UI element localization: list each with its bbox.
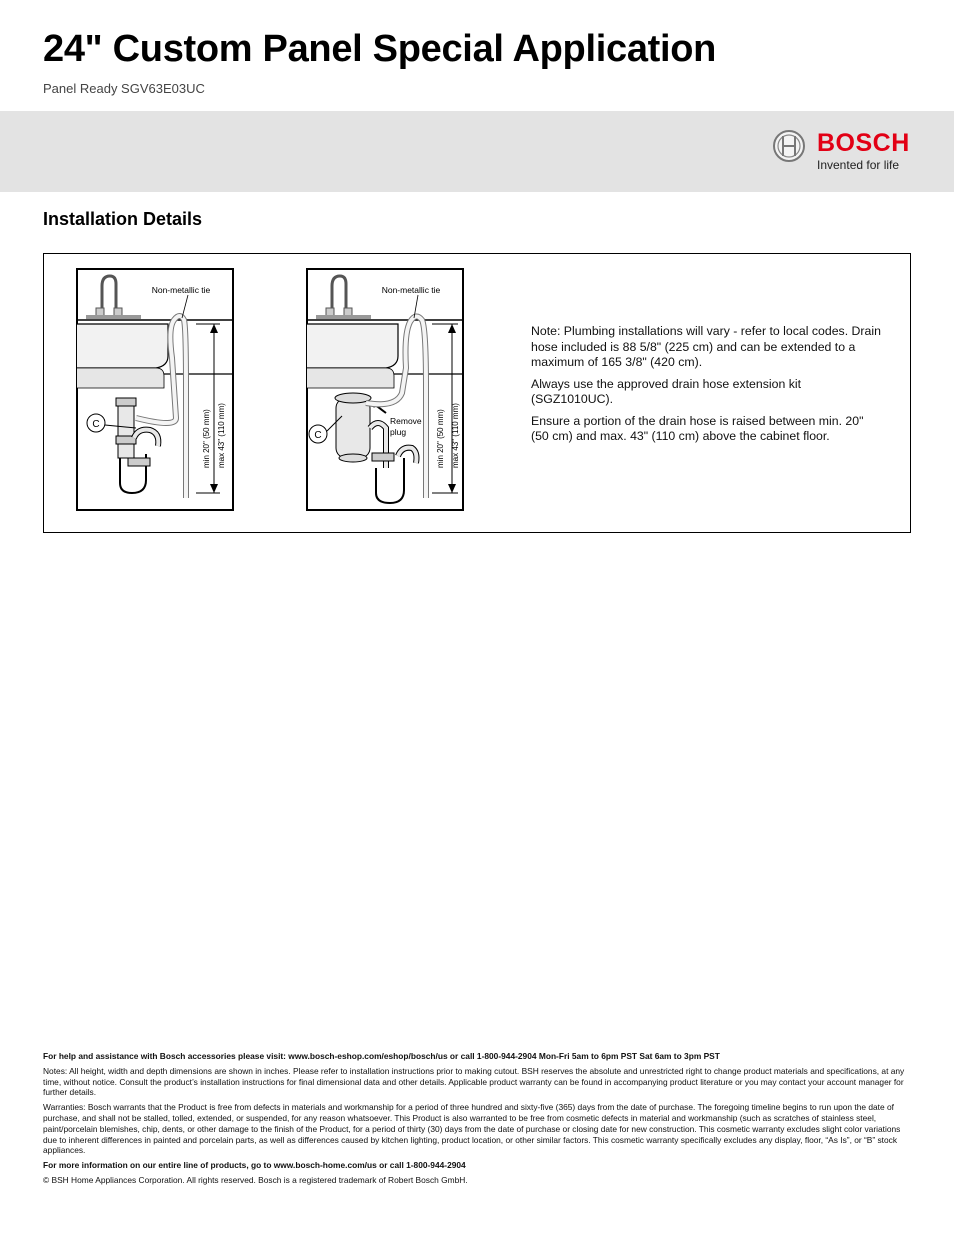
header-band: [0, 111, 954, 192]
non-metallic-tie-label: Non-metallic tie: [381, 285, 441, 295]
drain-diagram-standard: [76, 268, 234, 511]
installation-notes: [531, 324, 881, 451]
min-height-label: min 20" (50 mm): [202, 409, 211, 468]
brand-name: BOSCH: [817, 129, 910, 157]
note-extension-kit: Always use the approved drain hose extension kit (SGZ1010UC).: [531, 376, 802, 406]
footer-notes: Notes: All height, width and depth dimensions are shown in inches. Please refer to installation instructions prior to making cutout. BSH reserves the absolute and unrestricted right to change product materials and specifications, at any time, without notice. Consult the product’s installation instructions for final dimensional data and other details. Applicable product warranty can be found in accompanying product literature or you may contact your account manager for further details.: [43, 1065, 905, 1098]
drain-diagram-disposer: [306, 268, 464, 511]
bosch-logo: [772, 127, 912, 173]
footer-warranties: Warranties: Bosch warrants that the Product is free from defects in materials and workmanship for a period of three hundred and sixty-five (365) days from the date of purchase. The foregoing timeline begins to run upon the date of purchase, and shall not be stalled, tolled, extended, or suspended, for any reason whatsoever. This Product is also warranted to be free from cosmetic defects in material and workmanship (such as scratches of stainless steel, paint/porcelain blemishes, chip, dents, or other damage to the finish of the Product, for a period of thirty (30) days from the date of purchase or closing date for new construction. This cosmetic warranty excludes slight color variations due to inherent differences in painted and porcelain parts, as well as differences caused by kitchen lighting, product location, or other similar factors. This cosmetic warranty specifically excludes any display, floor, “As Is”, or “B” stock appliances.: [43, 1102, 901, 1156]
min-height-label: min 20" (50 mm): [436, 409, 445, 468]
note-plumbing: Note: Plumbing installations will vary - refer to local codes. Drain hose included is 88 5/8" (225 cm) and can be extended to a maximum of 165 3/8" (420 cm).: [531, 324, 881, 369]
page-title: 24" Custom Panel Special Application: [43, 28, 717, 70]
connector-label: C: [314, 430, 322, 441]
footer-more-info: For more information on our entire line of products, go to www.bosch-home.com/us or call 1-800-944-2904: [43, 1160, 466, 1171]
brand-tagline: Invented for life: [817, 158, 900, 172]
footer: [43, 1051, 913, 1190]
remove-plug-label-2: plug: [390, 427, 407, 437]
connector-label: C: [92, 419, 100, 430]
note-hose-height: Ensure a portion of the drain hose is raised between min. 20" (50 cm) and max. 43" (110 cm) above the cabinet floor.: [531, 413, 864, 443]
footer-copyright: © BSH Home Appliances Corporation. All rights reserved. Bosch is a registered trademark of Robert Bosch GmbH.: [43, 1174, 468, 1185]
max-height-label: max 43" (110 mm): [217, 403, 226, 468]
installation-details-box: [43, 253, 911, 533]
max-height-label: max 43" (110 mm): [451, 403, 460, 468]
remove-plug-label-1: Remove: [390, 416, 422, 426]
non-metallic-tie-label: Non-metallic tie: [151, 285, 211, 295]
section-title: Installation Details: [43, 209, 203, 229]
bosch-emblem-icon: [772, 129, 806, 163]
page-subtitle: Panel Ready SGV63E03UC: [43, 81, 205, 96]
footer-help: For help and assistance with Bosch accessories please visit: www.bosch-eshop.com/eshop/bosch/us or call 1-800-944-2904 Mon-Fri 5am to 6pm PST Sat 6am to 3pm PST: [43, 1051, 720, 1061]
